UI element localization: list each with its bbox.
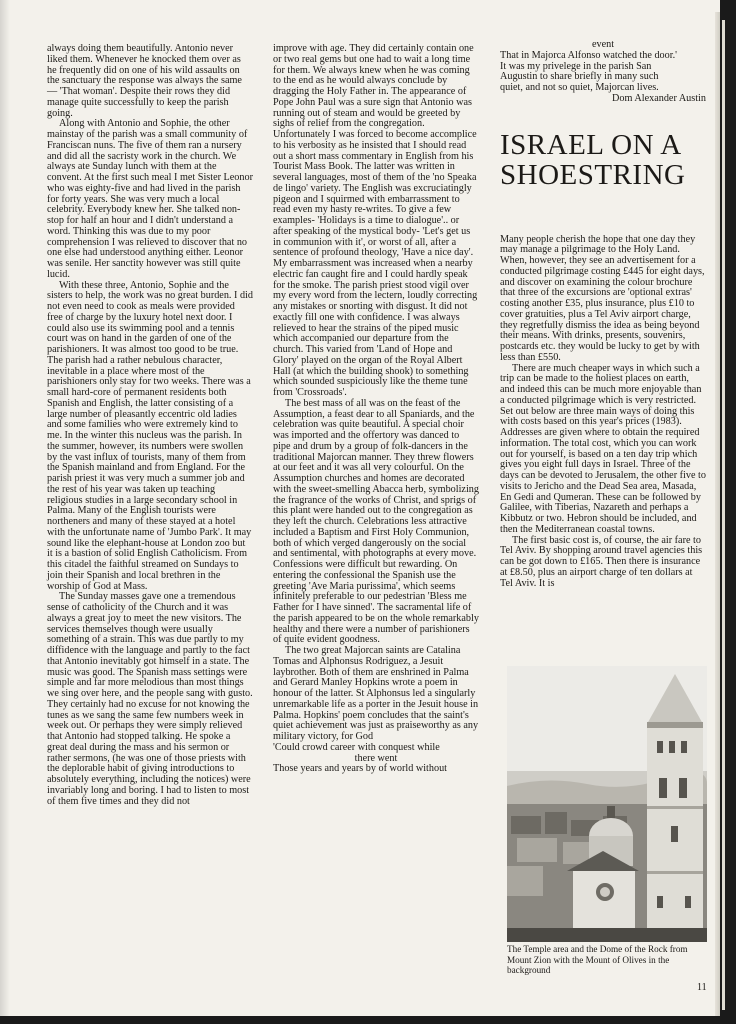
paragraph: improve with age. They did certainly contain one or two real gems but one had to wait a long time for them. We always knew when he was coming to the end as he would always conclude by dragging the Holy Father in. The appearance of Pope John Paul was a sure sign that Antonio was running out of steam and would be greeted by sighs of relief from the congregation. Unfortunately I was forced to become accomplice to his verbosity as he insisted that I should read out a short mass commentary in English from his Tourist Mass Book. The latter was written in several languages, most of them of the 'no Speaka de lingo' variety. The English was excruciatingly pigeon and I squirmed with embarrassment to read even my hasty re-writes. To give a few examples- 'Holidays is a time to dialogue'.. or after speaking of the mystical body- 'Let's get us in communion with it', or worst of all, after a sentence of profound theology, 'Have a nice day'. My embarrassment was increased when a nearby electric fan caught fire and I could hardly speak for the smoke. The parish priest stood vigil over my every word from the lectern, loudly correcting any mistakes or snorting with disgust. It did not exactly fill one with confidence. I was always relieved to hear the strains of the piped music which accompanied our departure from the church. This varied from 'Land of Hope and Glory' played on the organ of the Royal Albert Hall (at which the building shook) to something which sounded suspiciously like the theme tune from 'Crossroads'. [273,43,478,398]
paragraph: The best mass of all was on the feast of the Assumption, a feast dear to all Spaniards, and the celebration was quite beautiful. A special choir was imported and the offertory was danced to pipe and drum by a group of folk-dancers in the traditional Majorcan manner. They threw flowers at our feet and it was all very colourful. On the Assumption churches and homes are decorated with the sweet-smelling Abacca herb, symbolizing the fragrance of the works of Christ, and sprigs of this plant were handed out to the congregation as they left the church. Celebrations less attractive included a Baptism and First Holy Communion, both of which verged dangerously on the social and sentimental, with photographs at every move. Confessions were difficult but rewarding. On entering the confessional the Spanish use the greeting 'Ave Maria purissima', which seems infinitely preferable to our pedestrian 'Bless me Father for I have sinned'. The sacramental life of the parish appeared to be on the whole remarkably healthy and there were a number of parishioners of quite evident goodness. [273,397,479,646]
photo-caption: The Temple area and the Dome of the Rock from Mount Zion with the Mount of Olives in the background [507,944,688,976]
paragraph: There are much cheaper ways in which such a trip can be made to the holiest places on earth, and indeed this can be much more enjoyable than a conducted pilgrimage which is very restricted. Set out below are three main ways of doing this with costs based on this year's prices (1983). Addresses are given where to obtain the required information. The total cost, which you can work out for yourself, is based on a ten day trip which gives you eight full days in Israel. Three of the days can be devoted to Jerusalem, the other five to visits to Jericho and the Dead Sea area, Masada, En Gedi and Qumeran. These can be followed by Galilee, with Tiberias, Nazareth and perhaps a Kibbutz or two. Hebron should be included, and then the Mediterranean coastal towns. [500,362,706,535]
verse-line: Augustin to share briefly in many such [500,71,659,83]
jerusalem-photo [507,666,707,942]
verse-line: quiet, and not so quiet, Majorcan lives. [500,82,659,93]
paragraph: With these three, Antonio, Sophie and the sisters to help, the work was no great burden. I did not even need to cook as meals were provided free of charge by the luxury hotel next door. I could also use its swimming pool and a tennis court was on hand in the garden of one of the parishioners. It was almost too good to be true. The parish had a rather nebulous character, inevitable in a place where most of the parishioners only stay for two weeks. There was a small hard-core of permanent residents both Spanish and English, the latter consisting of a large number of pleasantly eccentric old ladies and some families who were extremely kind to me. In the winter this nucleus was the parish. In the summer, however, its numbers were swollen by the vast influx of tourists, many of them from the Spanish mainland and from England. For the parish priest it was very much a summer job and the rest of his year was taken up teaching religious studies in a large secondary school in Palma. Many of the English tourists were northeners and many of these stayed at a hotel with the unfortunate name of 'Jumbo Park'. It may sound like the elephant-house at London zoo but it is a bastion of solid English Catholicism. From this citadel the faithful streamed on Sundays to join their Spanish and local brethren in the worship of God at Mass. [47,279,253,592]
column-3 [500,40,706,589]
paragraph: Along with Antonio and Sophie, the other mainstay of the parish was a small community of Franciscan nuns. The five of them ran a nursery and did all the sacristy work in the church. We always ate Sunday lunch with them at the convent. At the first such meal I met Sister Leonor who was eighty-five and had lived in the parish for forty years. She was very much a local celebrity. Everybody knew her. She talked non-stop for half an hour and I didn't understand a word. Thinking this was due to my poor comprehension I was relieved to discover that no one else had understood anything either. Leonor was senile. Her sanctity however was still quite lucid. [47,118,253,280]
spine-shadow [0,0,10,1016]
verse-line: It was my privelege in the parish San [500,60,652,72]
paragraph: Many people cherish the hope that one day they may manage a pilgrimage to the Holy Land. When, however, they see an advertisement for a conducted pilgrimage costing £445 for eight days, and discover on examining the colour brochure that three of the excursions are 'optional extras' costing another £35, plus insurance, plus £10 to cover gratuities, plus a Tel Aviv airport charge, they regretfully dismiss the idea as being beyond their means. With drinks, presents, souvenirs, postcards etc. they would be lucky to get by with less than £550. [500,233,705,363]
page-edge [715,12,720,1016]
verse-line: 'Could crowd career with conquest while [273,741,440,753]
article-title [500,130,706,190]
paragraph: The Sunday masses gave one a tremendous sense of catholicity of the Church and it was always a great joy to meet the new visitors. The services themselves though were usually something of a strain. This was due partly to my diffidence with the language and partly to the fact that Antonio inevitably got himself in a state. The music was good. The Spanish mass settings were simple and far more melodious than most things we sing over here, and the people sang with gusto. They certainly had no excuse for not knowing the tunes as we sang the same few numbers week in week out. Or perhaps they were simply relieved that Antonio had stopped talking. He spoke a great deal during the mass and his sermon or rather sermons, (he was one of those priests with the deplorable habit of giving introductions to absolutely everything, including the notices) were invariably long and boring. I had to listen to most of them five times and they did not [47,591,253,807]
verse-line: Those years and years by of world without [273,763,447,775]
title-line: ISRAEL ON A [500,128,682,161]
verse-line: event [591,39,615,50]
verse-line: That in Majorca Alfonso watched the door.' [500,49,677,61]
paragraph: The two great Majorcan saints are Catalina Tomas and Alphonsus Rodriguez, a Jesuit laybrother. Both of them are enshrined in Palma and Gerard Manley Hopkins wrote a poem in honour of the latter. St Alphonsus led a singularly unremarkable life as a porter in the Jesuit house in Palma. Hopkins' poem concludes that the saint's quiet achievement was just as praiseworthy as any military victory, for God [273,645,479,742]
column-1 [47,44,253,807]
author-signature: Dom Alexander Austin [612,92,706,104]
page-edge [722,20,725,1010]
paragraph: always doing them beautifully. Antonio never liked them. Whenever he knocked them over as he frequently did on one of his wild assaults on the sanctuary the response was always the same — 'That woman'. Despite their rows they did manage quite successfully to keep the parish going. [47,43,242,119]
page-number: 11 [697,982,707,993]
verse-line: there went [354,752,398,764]
column-2 [273,44,479,775]
paragraph: The first basic cost is, of course, the air fare to Tel Aviv. By shopping around travel agencies this can be got down to £165. Then there is insurance at £8.50, plus an airport charge of ten dollars at Tel Aviv. It is [500,534,703,589]
title-line: SHOESTRING [500,158,686,191]
